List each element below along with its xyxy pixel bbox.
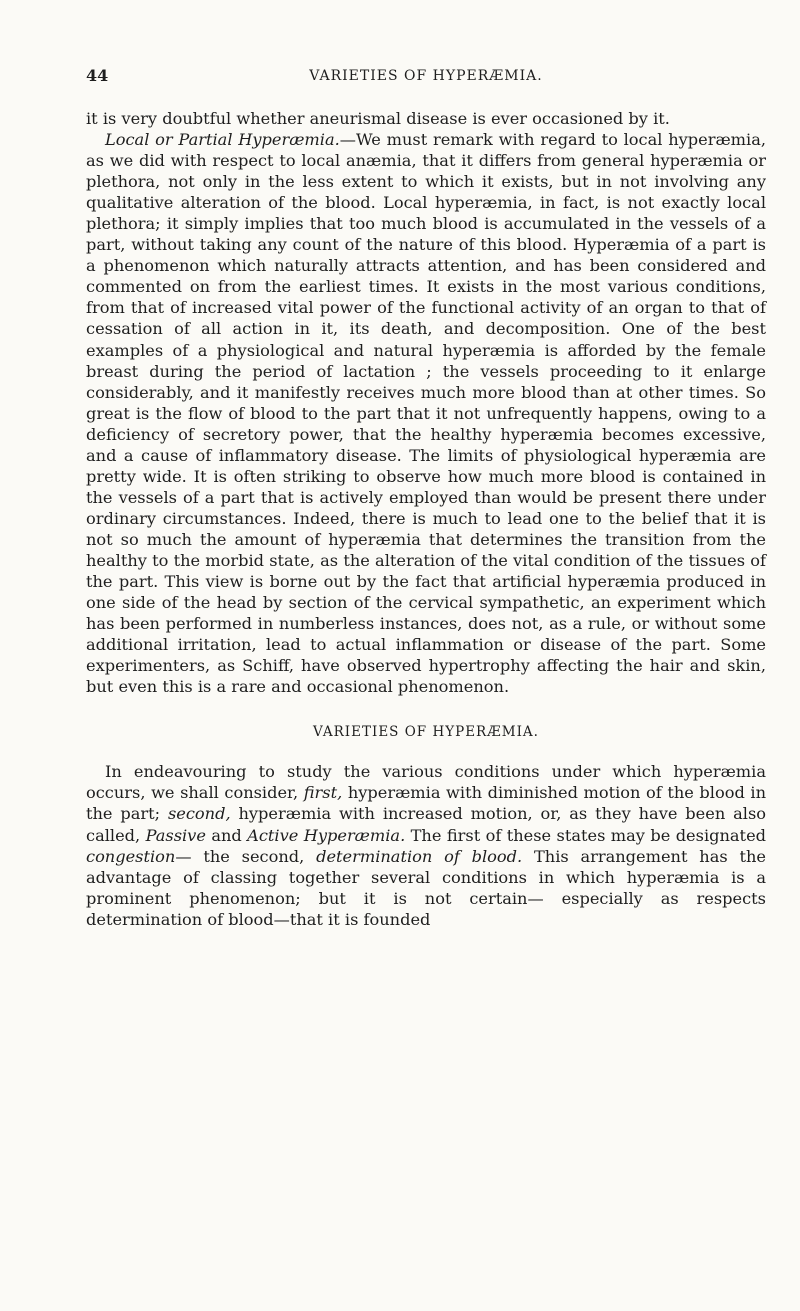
text-run: and (205, 825, 248, 845)
page-header (86, 66, 766, 94)
running-head: VARIETIES OF HYPERÆMIA. (309, 68, 543, 84)
book-page (86, 66, 766, 930)
paragraph-text: —We must remark with regard to local hyperæmia, as we did with respect to local anæmia, that it differs from general hyperæmia or plethora, not only in the less extent to which it exists, but in not involving any qualitative alteration of the blood. Local hyperæmia, in fact, is not exactly local plethora; it simply implies that too much blood is accumulated in the vessels of a part, without taking any count of the nature of this blood. Hyperæmia of a part is a phenomenon which naturally attracts attention, and has been considered and commented on from the earliest times. It exists in the most various conditions, from that of increased vital power of the functional activity of an organ to that of cessation of all action in it, its death, and decomposition. One of the best examples of a physiological and natural hyperæmia is afforded by the female breast during the period of lactation ; the vessels proceeding to it enlarge considerably, and it manifestly receives much more blood than at other times. So great is the flow of blood to the part that it not unfrequently happens, owing to a deficiency of secretory power, that the healthy hyperæmia becomes excessive, and a cause of inflammatory disease. The limits of physiological hyperæmia are pretty wide. It is often striking to observe how much more blood is contained in the vessels of a part that is actively employed than would be present there under ordinary circumstances. Indeed, there is much to lead one to the belief that it is not so much the amount of hyperæmia that determines the transition from the healthy to the morbid state, as the alteration of the vital condition of the tissues of the part. This view is borne out by the fact that artificial hyperæmia produced in one side of the head by section of the cervical sympathetic, an experiment which has been performed in numberless instances, does not, as a rule, or without some additional irritation, lead to actual inflammation or disease of the part. Some experimenters, as Schiff, have observed hypertrophy affecting the hair and skin, but even this is a rare and occasional phenomenon. (86, 130, 767, 697)
paragraph-local-hyperaemia (86, 129, 766, 697)
text-run: — the second, (175, 846, 317, 866)
italic-run: first, (303, 783, 343, 803)
italic-run: Passive (145, 825, 206, 845)
paragraph-run-in-heading: Local or Partial Hyperæmia. (105, 130, 340, 150)
italic-run: Active Hyperæmia. (247, 825, 406, 845)
text-run: hyperæmia with diminished motion of the blood in the part; (86, 783, 766, 824)
paragraph-continuation (86, 108, 766, 129)
text-run: In endeavouring to study the various conditions under which hyperæmia occurs, we shall consider, (86, 762, 766, 803)
body-text (86, 108, 766, 930)
paragraph-text: it is very doubtful whether aneurismal disease is ever occasioned by it. (86, 109, 670, 128)
text-run: This arrangement has the advantage of classing together several conditions in which hyperæmia is a prominent phenomenon; but it is not certain— especially as respects determination of blood—that it is founded (86, 846, 766, 929)
text-run: hyperæmia with increased motion, or, as they have been also called, (86, 804, 766, 845)
page-number: 44 (86, 66, 109, 85)
paragraph-varieties (86, 761, 766, 929)
italic-run: second, (167, 804, 231, 824)
section-heading: VARIETIES OF HYPERÆMIA. (313, 724, 539, 741)
text-run: The first of these states may be designated (405, 825, 767, 845)
italic-run: congestion (86, 846, 176, 866)
italic-run: determination of blood. (316, 846, 523, 866)
